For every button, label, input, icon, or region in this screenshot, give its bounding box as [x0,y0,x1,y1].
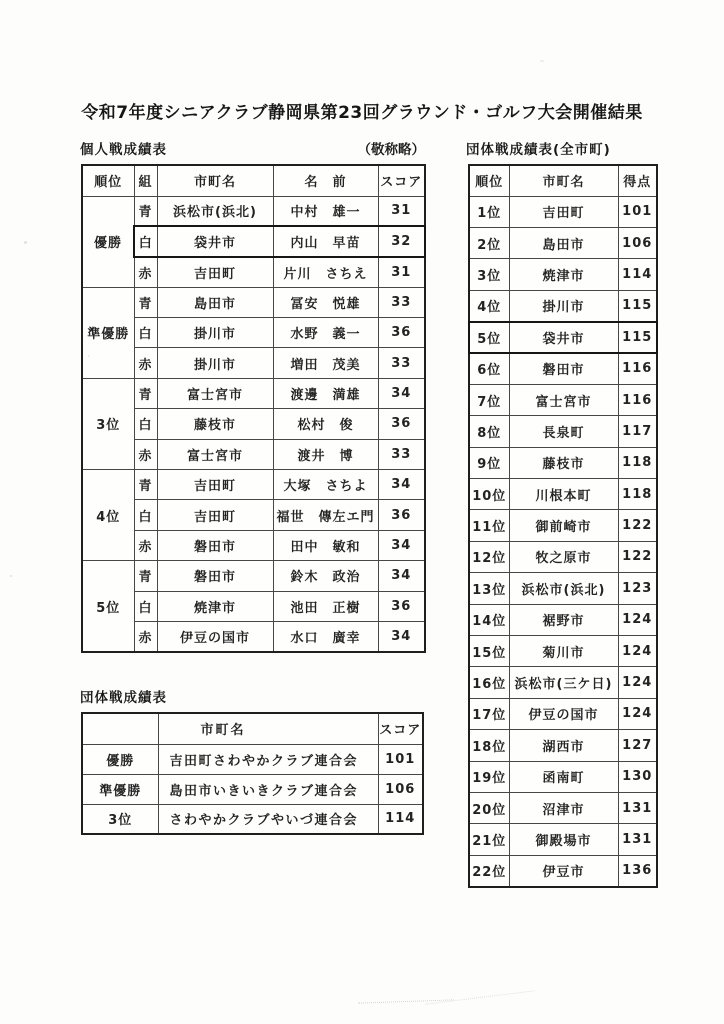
score-cell: 33 [378,439,425,469]
header-name: 名 前 [273,165,378,196]
city-cell: 焼津市 [509,259,618,290]
city-cell: 掛川市 [157,348,273,378]
rank-cell: 準優勝 [82,287,134,378]
city-cell: 牧之原市 [509,541,618,572]
individual-row [82,561,425,591]
rank-cell: 3位 [469,259,509,290]
page-title: 令和7年度シニアクラブ静岡県第23回グラウンド・ゴルフ大会開催結果 [81,103,643,123]
group-cell: 白 [134,409,157,439]
scan-smudge [358,999,454,1003]
team-all-row [469,698,657,729]
city-cell: 吉田町 [157,470,273,500]
points-cell: 114 [618,259,657,290]
city-cell: 御殿場市 [509,824,618,855]
city-cell: 掛川市 [509,290,618,321]
city-cell: 菊川市 [509,635,618,666]
city-cell: 袋井市 [157,226,273,256]
header-city: 市町名 [509,165,618,196]
name-cell: 鈴木 政治 [273,561,378,591]
rank-cell: 18位 [469,730,509,761]
team-all-row [469,290,657,321]
federation-name-cell: 島田市いきいきクラブ連合会 [158,774,378,804]
score-cell: 34 [378,530,425,560]
city-cell: 焼津市 [157,591,273,621]
rank-cell: 14位 [469,604,509,635]
points-cell: 131 [618,824,657,855]
individual-row [82,530,425,560]
points-cell: 115 [618,290,657,321]
individual-row [82,591,425,621]
group-cell: 白 [134,226,157,256]
city-cell: 磐田市 [157,530,273,560]
city-cell: 袋井市 [509,322,618,353]
points-cell: 122 [618,541,657,572]
group-cell: 赤 [134,621,157,651]
team-all-row [469,196,657,227]
team-all-row [469,667,657,698]
points-cell: 118 [618,479,657,510]
points-cell: 101 [618,196,657,227]
team-all-row [469,384,657,415]
team-row [82,774,423,804]
city-cell: 川根本町 [509,479,618,510]
rank-cell: 11位 [469,510,509,541]
honorifics-omitted-note: （敬称略） [357,142,425,158]
team-all-row [469,824,657,855]
name-cell: 増田 茂美 [273,348,378,378]
rank-cell: 8位 [469,416,509,447]
city-cell: 伊豆市 [509,855,618,886]
city-cell: 浜松市(三ケ日) [509,667,618,698]
individual-row [82,348,425,378]
group-cell: 青 [134,378,157,408]
team-all-header-row [469,165,657,196]
rank-cell: 20位 [469,792,509,823]
header-score: スコア [378,165,425,196]
group-cell: 赤 [134,530,157,560]
rank-cell: 5位 [469,322,509,353]
team-all-row [469,761,657,792]
header-points: 得点 [618,165,657,196]
rank-cell: 16位 [469,667,509,698]
city-cell: 長泉町 [509,416,618,447]
score-cell: 34 [378,621,425,651]
rank-cell: 優勝 [82,744,158,774]
city-cell: 伊豆の国市 [157,621,273,651]
rank-cell: 3位 [82,804,158,834]
group-cell: 白 [134,318,157,348]
rank-cell: 1位 [469,196,509,227]
team-results-table [81,712,424,835]
rank-cell: 21位 [469,824,509,855]
name-cell: 渡邊 満雄 [273,378,378,408]
header-rank: 順位 [469,165,509,196]
scan-speck [24,241,27,244]
team-all-table-label: 団体戦成績表(全市町) [466,142,611,158]
team-all-row [469,479,657,510]
individual-results-table [81,164,426,653]
points-cell: 123 [618,573,657,604]
points-cell: 117 [618,416,657,447]
team-all-row [469,635,657,666]
points-cell: 106 [618,227,657,258]
city-cell: 吉田町 [509,196,618,227]
city-cell: 函南町 [509,761,618,792]
city-cell: 磐田市 [157,561,273,591]
rank-cell: 6位 [469,353,509,384]
individual-row [82,226,425,256]
rank-cell: 13位 [469,573,509,604]
team-all-row [469,792,657,823]
team-all-row [469,855,657,886]
individual-row [82,439,425,469]
individual-row [82,287,425,317]
rank-cell: 22位 [469,855,509,886]
team-table-label: 団体戦成績表 [80,690,167,706]
score-cell: 36 [378,409,425,439]
team-header-row [82,713,423,744]
city-cell: 裾野市 [509,604,618,635]
header-city: 市町名 [158,713,378,744]
name-cell: 冨安 悦雄 [273,287,378,317]
rank-cell: 準優勝 [82,774,158,804]
team-all-row [469,541,657,572]
team-all-row [469,227,657,258]
score-cell: 101 [378,744,423,774]
team-all-row [469,322,657,353]
points-cell: 136 [618,855,657,886]
federation-name-cell: さわやかクラブやいづ連合会 [158,804,378,834]
scan-speck [10,575,12,577]
city-cell: 掛川市 [157,318,273,348]
rank-cell: 17位 [469,698,509,729]
score-cell: 114 [378,804,423,834]
scan-speck [540,60,544,62]
team-all-row [469,259,657,290]
score-cell: 31 [378,257,425,287]
name-cell: 内山 早苗 [273,226,378,256]
rank-cell: 3位 [82,378,134,469]
rank-cell: 優勝 [82,196,134,287]
group-cell: 青 [134,561,157,591]
city-cell: 伊豆の国市 [509,698,618,729]
group-cell: 赤 [134,348,157,378]
city-cell: 浜松市(浜北) [509,573,618,604]
rank-cell: 7位 [469,384,509,415]
name-cell: 水口 廣幸 [273,621,378,651]
city-cell: 富士宮市 [157,439,273,469]
group-cell: 青 [134,470,157,500]
points-cell: 127 [618,730,657,761]
team-all-results-table [468,164,658,888]
score-cell: 33 [378,287,425,317]
team-all-row [469,353,657,384]
score-cell: 31 [378,196,425,226]
team-all-row [469,730,657,761]
name-cell: 水野 義一 [273,318,378,348]
team-all-table-body [469,196,657,887]
score-cell: 32 [378,226,425,256]
name-cell: 片川 さちえ [273,257,378,287]
name-cell: 大塚 さちよ [273,470,378,500]
city-cell: 湖西市 [509,730,618,761]
rank-cell: 5位 [82,561,134,652]
group-cell: 青 [134,196,157,226]
rank-cell: 10位 [469,479,509,510]
score-cell: 106 [378,774,423,804]
city-cell: 富士宮市 [509,384,618,415]
name-cell: 田中 敏和 [273,530,378,560]
points-cell: 124 [618,635,657,666]
score-cell: 34 [378,561,425,591]
team-row [82,744,423,774]
city-cell: 吉田町 [157,257,273,287]
rank-cell: 12位 [469,541,509,572]
city-cell: 沼津市 [509,792,618,823]
team-row [82,804,423,834]
name-cell: 福世 傳左エ門 [273,500,378,530]
individual-row [82,378,425,408]
rank-cell: 9位 [469,447,509,478]
header-group: 組 [134,165,157,196]
rank-cell: 4位 [82,470,134,561]
score-cell: 34 [378,470,425,500]
group-cell: 白 [134,500,157,530]
individual-row [82,409,425,439]
score-cell: 36 [378,591,425,621]
name-cell: 渡井 博 [273,439,378,469]
team-all-row [469,416,657,447]
rank-cell: 19位 [469,761,509,792]
header-rank: 順位 [82,165,134,196]
city-cell: 藤枝市 [157,409,273,439]
individual-row [82,257,425,287]
points-cell: 131 [618,792,657,823]
header-city: 市町名 [157,165,273,196]
group-cell: 青 [134,287,157,317]
points-cell: 124 [618,604,657,635]
city-cell: 磐田市 [509,353,618,384]
individual-row [82,621,425,651]
city-cell: 浜松市(浜北) [157,196,273,226]
group-cell: 赤 [134,257,157,287]
city-cell: 島田市 [509,227,618,258]
points-cell: 118 [618,447,657,478]
points-cell: 115 [618,322,657,353]
team-all-row [469,604,657,635]
team-all-row [469,447,657,478]
score-cell: 36 [378,318,425,348]
individual-row [82,470,425,500]
individual-table-body [82,196,425,652]
individual-row [82,500,425,530]
score-cell: 34 [378,378,425,408]
city-cell: 御前崎市 [509,510,618,541]
points-cell: 122 [618,510,657,541]
scan-smudge [425,990,534,1004]
individual-table-label: 個人戦成績表 [80,142,167,158]
individual-header-row [82,165,425,196]
points-cell: 116 [618,353,657,384]
points-cell: 124 [618,667,657,698]
individual-row [82,196,425,226]
points-cell: 130 [618,761,657,792]
rank-cell: 2位 [469,227,509,258]
team-table-body [82,744,423,834]
rank-cell: 15位 [469,635,509,666]
individual-row [82,318,425,348]
city-cell: 富士宮市 [157,378,273,408]
name-cell: 池田 正樹 [273,591,378,621]
group-cell: 赤 [134,439,157,469]
rank-cell: 4位 [469,290,509,321]
points-cell: 116 [618,384,657,415]
city-cell: 吉田町 [157,500,273,530]
name-cell: 中村 雄一 [273,196,378,226]
city-cell: 藤枝市 [509,447,618,478]
score-cell: 36 [378,500,425,530]
team-all-row [469,510,657,541]
federation-name-cell: 吉田町さわやかクラブ連合会 [158,744,378,774]
header-rank-blank [82,713,158,744]
header-score: スコア [378,713,423,744]
name-cell: 松村 俊 [273,409,378,439]
city-cell: 島田市 [157,287,273,317]
score-cell: 33 [378,348,425,378]
group-cell: 白 [134,591,157,621]
team-all-row [469,573,657,604]
points-cell: 124 [618,698,657,729]
